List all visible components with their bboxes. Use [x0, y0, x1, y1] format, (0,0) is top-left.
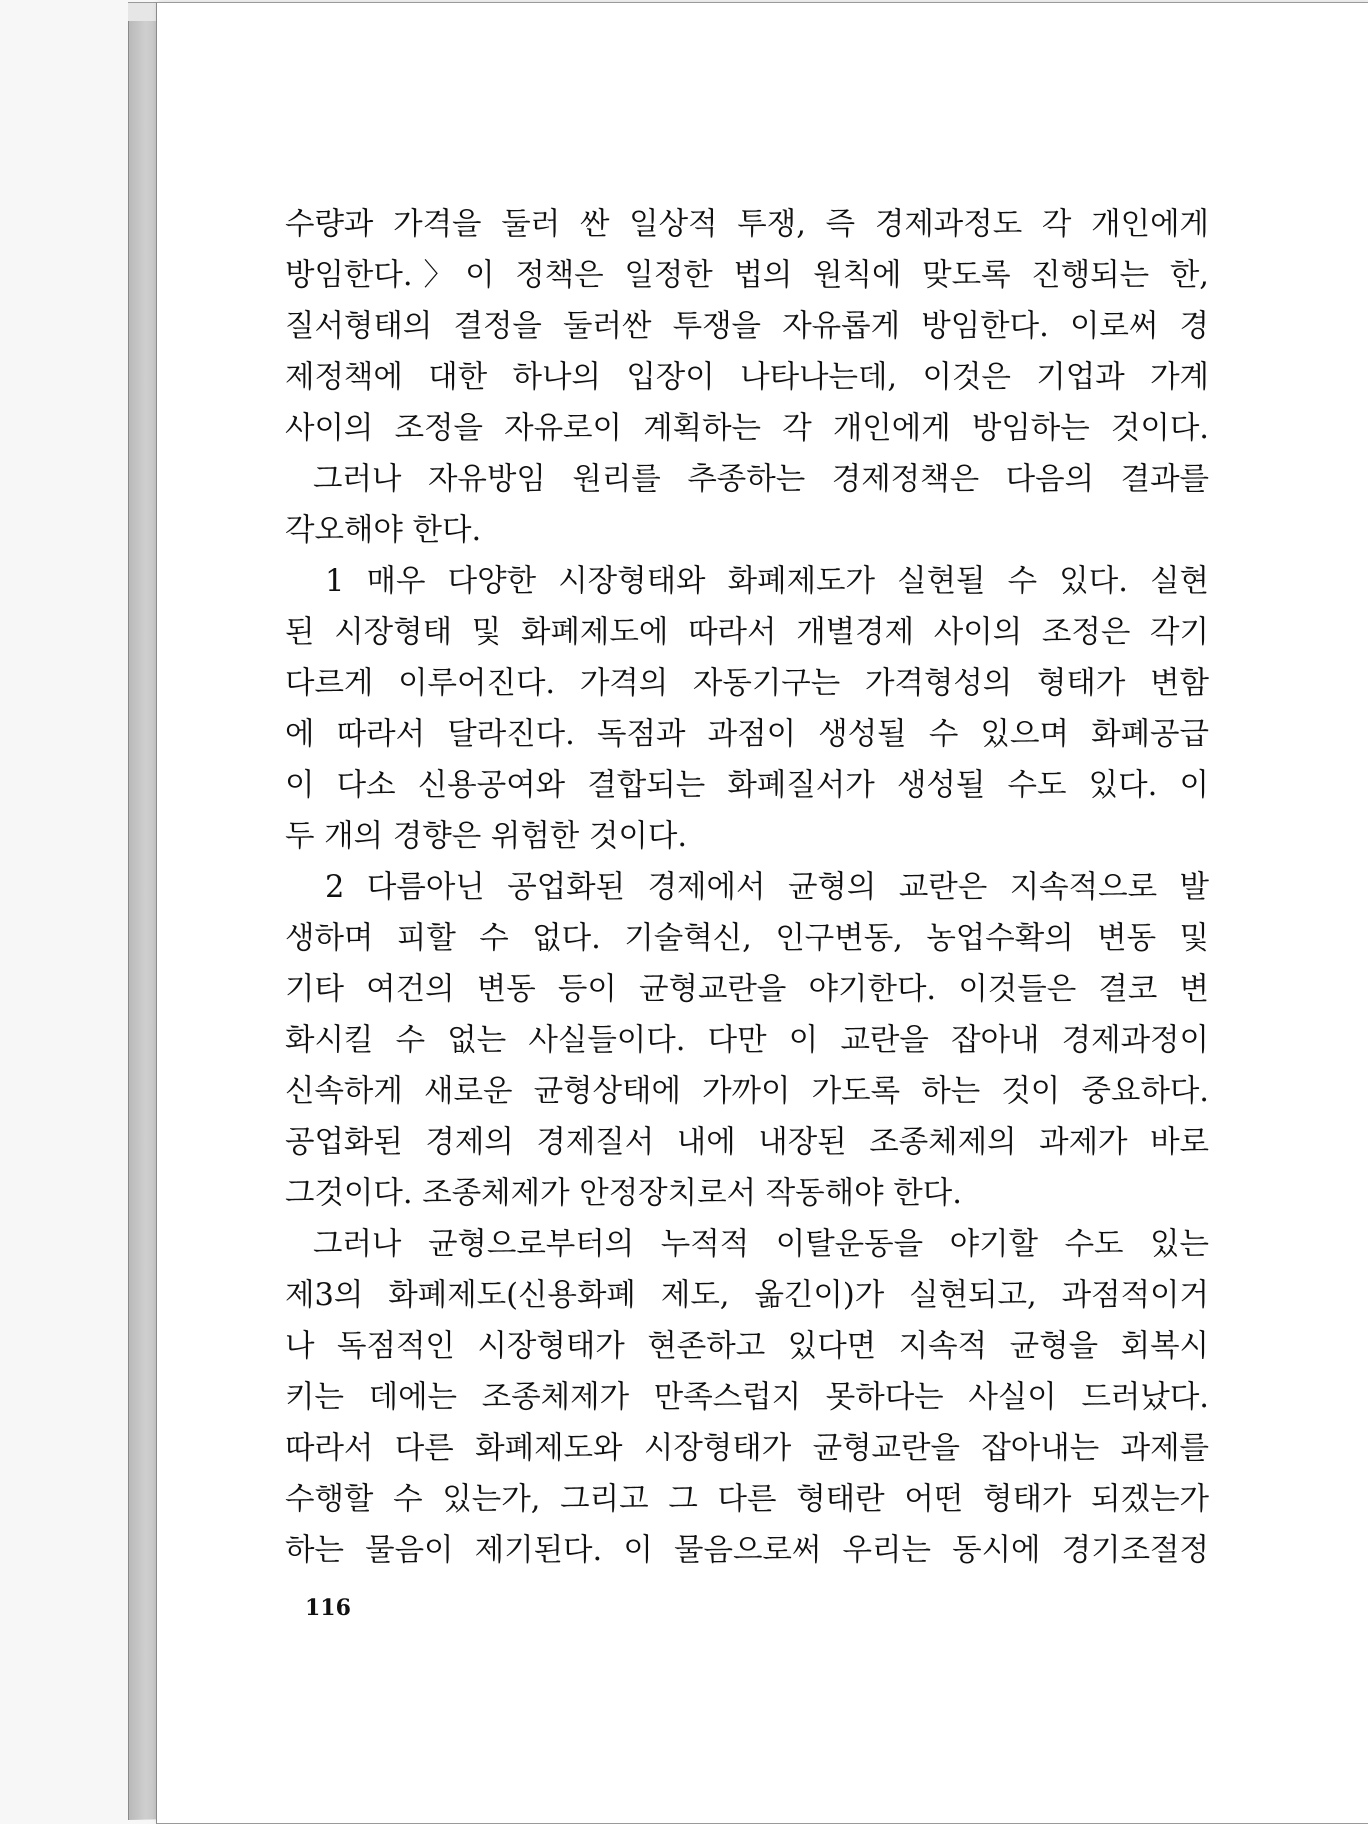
text-line: 방임한다.〉이 정책은 일정한 법의 원칙에 맞도록 진행되는 한, [285, 258, 1209, 293]
text-line: 1 매우 다양한 시장형태와 화폐제도가 실현될 수 있다. 실현 [325, 564, 1209, 599]
text-line: 하는 물음이 제기된다. 이 물음으로써 우리는 동시에 경기조절정 [285, 1533, 1209, 1568]
text-line: 각오해야 한다. [285, 513, 482, 548]
text-line: 두 개의 경향은 위험한 것이다. [285, 819, 688, 854]
text-line: 신속하게 새로운 균형상태에 가까이 가도록 하는 것이 중요하다. [285, 1074, 1209, 1109]
text-line: 공업화된 경제의 경제질서 내에 내장된 조종체제의 과제가 바로 [285, 1125, 1209, 1160]
text-line: 화시킬 수 없는 사실들이다. 다만 이 교란을 잡아내 경제과정이 [285, 1023, 1209, 1058]
text-line: 질서형태의 결정을 둘러싼 투쟁을 자유롭게 방임한다. 이로써 경 [285, 309, 1209, 344]
text-line: 2 다름아닌 공업화된 경제에서 균형의 교란은 지속적으로 발 [325, 870, 1209, 905]
text-line: 수행할 수 있는가, 그리고 그 다른 형태란 어떤 형태가 되겠는가 [285, 1482, 1209, 1517]
text-line: 그것이다. 조종체제가 안정장치로서 작동해야 한다. [285, 1176, 962, 1211]
text-line: 제3의 화폐제도(신용화폐 제도, 옮긴이)가 실현되고, 과점적이거 [285, 1278, 1209, 1313]
book-page [156, 2, 1368, 1824]
book-spine [128, 5, 158, 1820]
text-line: 그러나 균형으로부터의 누적적 이탈운동을 야기할 수도 있는 [313, 1227, 1209, 1262]
body-text [285, 199, 1209, 1576]
book-spine-top [128, 2, 158, 21]
text-line: 제정책에 대한 하나의 입장이 나타나는데, 이것은 기업과 가계 [285, 360, 1209, 395]
text-line: 된 시장형태 및 화폐제도에 따라서 개별경제 사이의 조정은 각기 [285, 615, 1209, 650]
text-line: 기타 여건의 변동 등이 균형교란을 야기한다. 이것들은 결코 변 [285, 972, 1209, 1007]
text-line: 사이의 조정을 자유로이 계획하는 각 개인에게 방임하는 것이다. [285, 411, 1209, 446]
text-line: 다르게 이루어진다. 가격의 자동기구는 가격형성의 형태가 변함 [285, 666, 1209, 701]
text-line: 이 다소 신용공여와 결합되는 화폐질서가 생성될 수도 있다. 이 [285, 768, 1209, 803]
text-line: 에 따라서 달라진다. 독점과 과점이 생성될 수 있으며 화폐공급 [285, 717, 1209, 752]
text-line: 수량과 가격을 둘러 싼 일상적 투쟁, 즉 경제과정도 각 개인에게 [285, 207, 1209, 242]
text-line: 생하며 피할 수 없다. 기술혁신, 인구변동, 농업수확의 변동 및 [285, 921, 1209, 956]
text-line: 키는 데에는 조종체제가 만족스럽지 못하다는 사실이 드러났다. [285, 1380, 1209, 1415]
text-line: 나 독점적인 시장형태가 현존하고 있다면 지속적 균형을 회복시 [285, 1329, 1209, 1364]
text-line: 그러나 자유방임 원리를 추종하는 경제정책은 다음의 결과를 [313, 462, 1209, 497]
page-number: 116 [305, 1595, 351, 1621]
text-line: 따라서 다른 화폐제도와 시장형태가 균형교란을 잡아내는 과제를 [285, 1431, 1209, 1466]
